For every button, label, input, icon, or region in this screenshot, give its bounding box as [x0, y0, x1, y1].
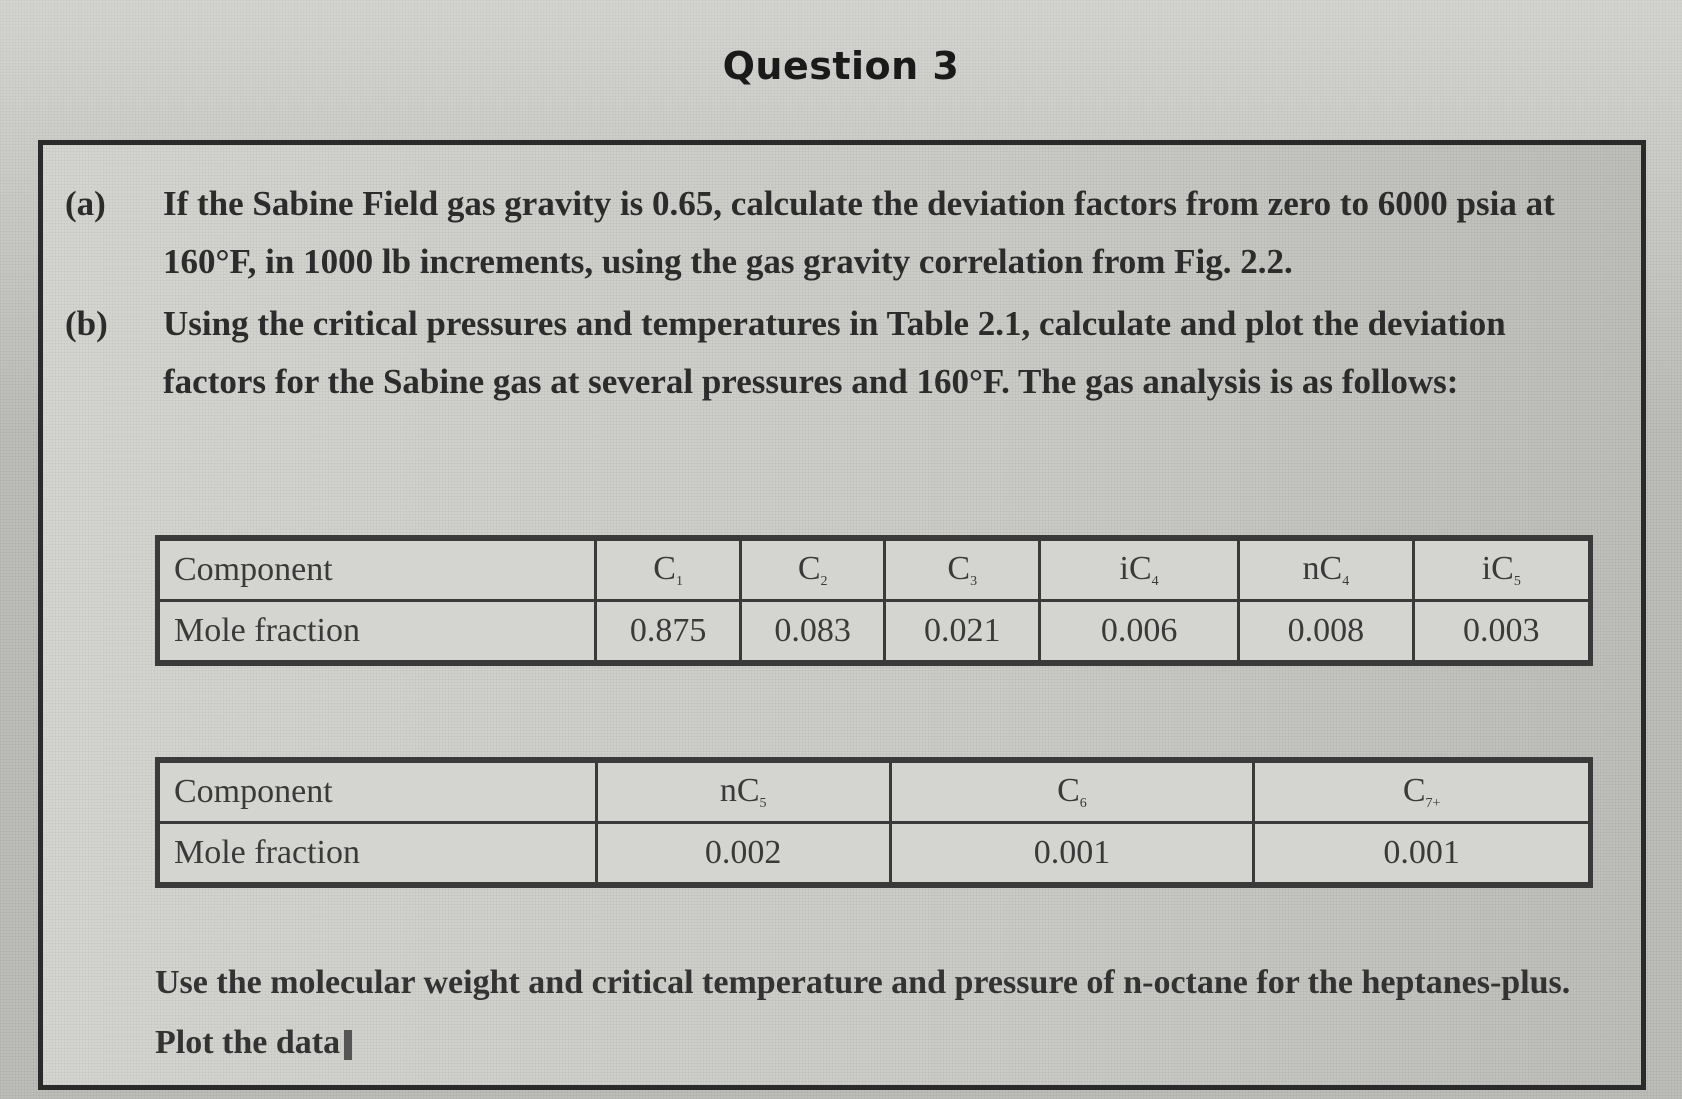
part-a-tag: (a)	[65, 184, 106, 223]
part-a	[65, 175, 1625, 295]
composition-table-1	[155, 535, 1593, 666]
question-frame	[38, 140, 1646, 1090]
mole-fraction-cell: 0.006	[1039, 601, 1238, 664]
mole-fraction-cell: 0.003	[1413, 601, 1590, 664]
component-cell: $C_6$	[890, 760, 1254, 823]
mole-fraction-cell: 0.083	[740, 601, 885, 664]
part-b-tag: (b)	[65, 304, 108, 343]
cut-off-marker	[344, 1030, 352, 1060]
row-label-component: Component	[158, 760, 597, 823]
mole-fraction-cell: 0.875	[596, 601, 741, 664]
part-b	[65, 295, 1625, 475]
part-b-text: Using the critical pressures and temperatures in Table 2.1, calculate and plot the deviation factors for the Sabine gas at several pressures and 160°F. The gas analysis is as follows:	[163, 304, 1506, 401]
component-cell: $C_3$	[885, 538, 1040, 601]
composition-table-2	[155, 757, 1593, 888]
component-cell: $nC_5$	[596, 760, 890, 823]
question-heading: Question 3	[722, 44, 960, 88]
mole-fraction-cell: 0.008	[1239, 601, 1413, 664]
mole-fraction-cell: 0.001	[890, 823, 1254, 886]
row-label-mole-fraction: Mole fraction	[158, 823, 597, 886]
row-label-component: Component	[158, 538, 596, 601]
table-row	[158, 538, 1591, 601]
mole-fraction-cell: 0.021	[885, 601, 1040, 664]
table-row	[158, 823, 1591, 886]
component-cell: $nC_4$	[1239, 538, 1413, 601]
component-cell: $iC_5$	[1413, 538, 1590, 601]
component-cell: $C_2$	[740, 538, 885, 601]
part-a-text: If the Sabine Field gas gravity is 0.65, calculate the deviation factors from zero to 6000 psia at 160°F, in 1000 lb increments, using the gas gravity correlation from Fig. 2.2.	[163, 184, 1555, 281]
table-row	[158, 601, 1591, 664]
component-cell: $iC_4$	[1039, 538, 1238, 601]
mole-fraction-cell: 0.002	[596, 823, 890, 886]
row-label-mole-fraction: Mole fraction	[158, 601, 596, 664]
instruction-note-text: Use the molecular weight and critical temperature and pressure of n-octane for the heptanes-plus. Plot the data	[155, 964, 1571, 1061]
table-row	[158, 760, 1591, 823]
mole-fraction-cell: 0.001	[1254, 823, 1591, 886]
component-cell: $C_{7+}$	[1254, 760, 1591, 823]
instruction-note	[155, 953, 1595, 1073]
component-cell: $C_1$	[596, 538, 741, 601]
